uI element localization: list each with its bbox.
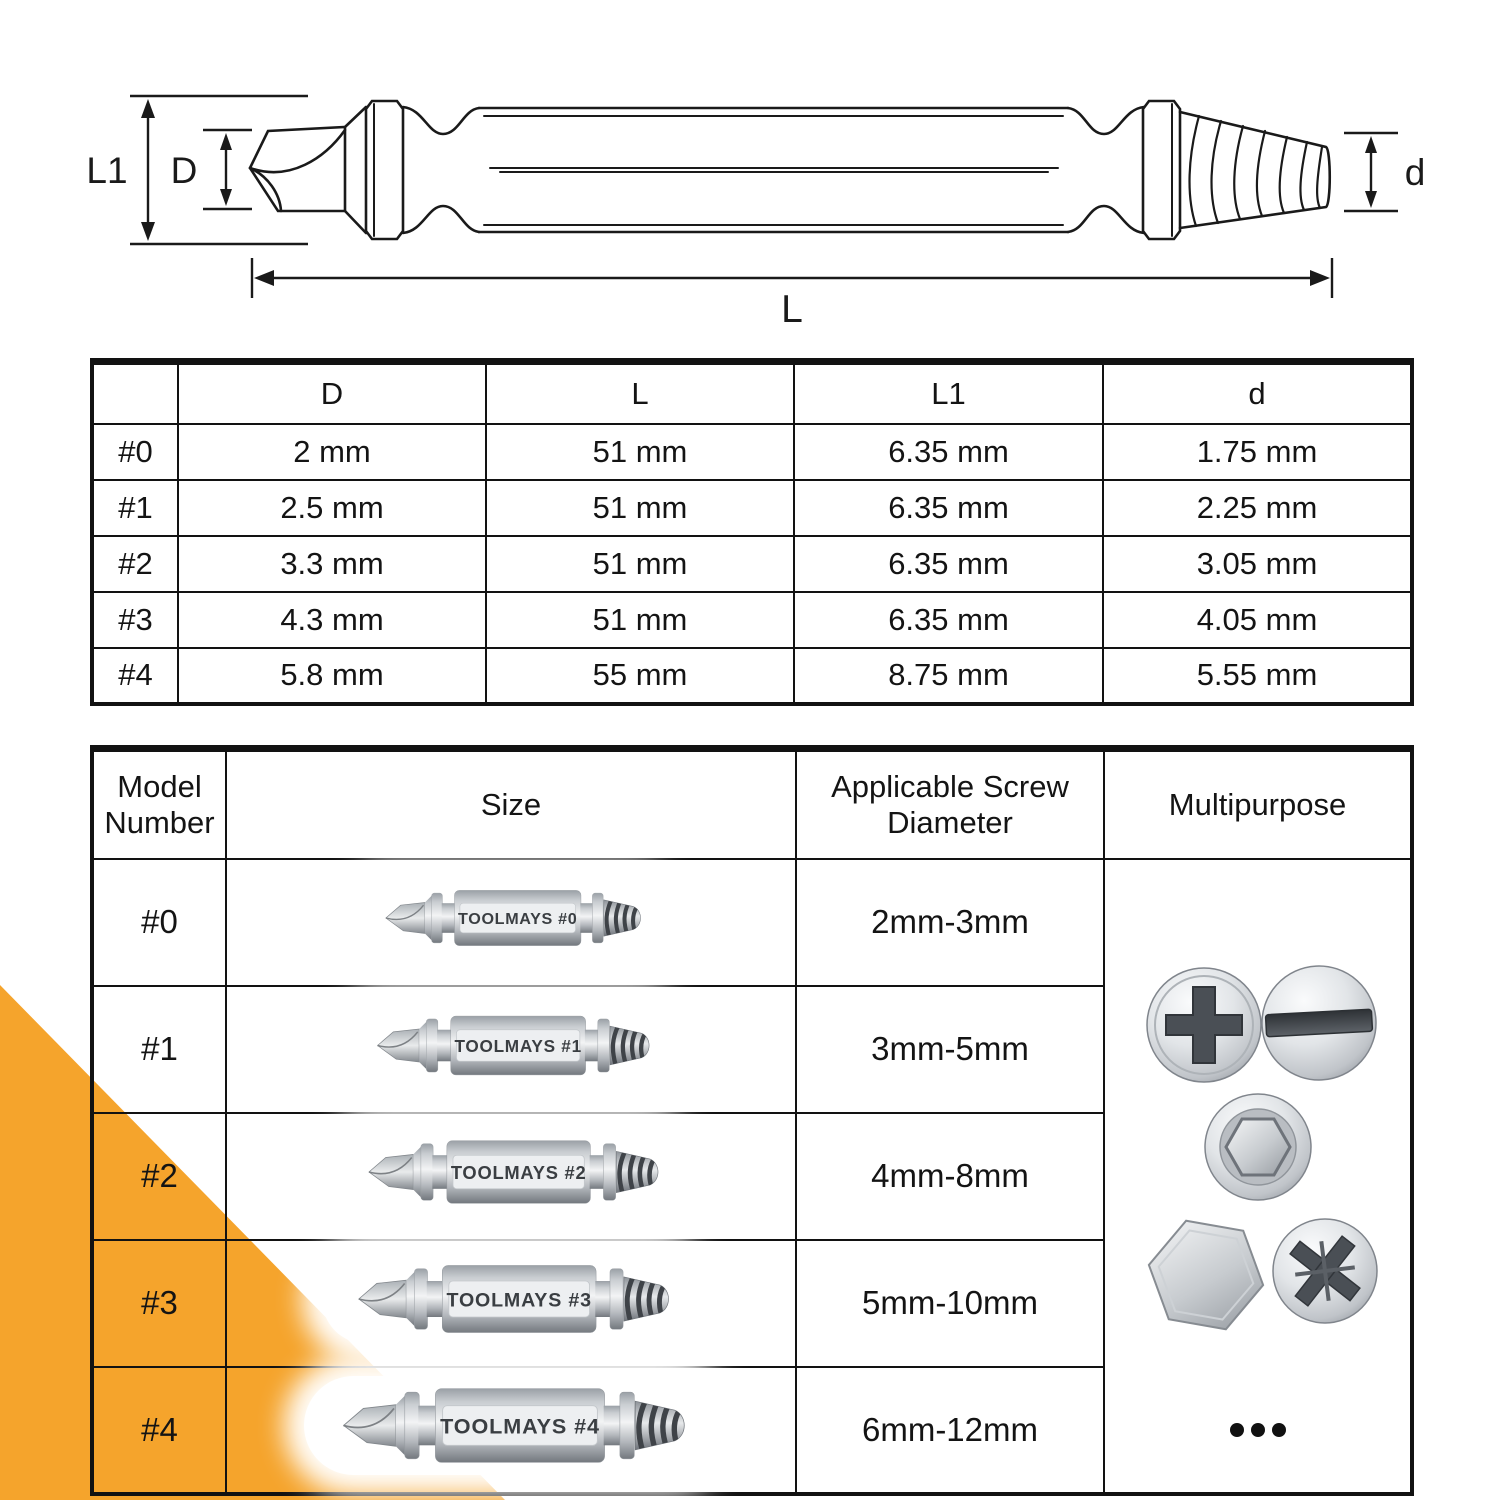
screw-heads-illustration — [1106, 860, 1410, 1495]
hex-bolt-head-icon — [1140, 1215, 1272, 1334]
spec-header-D: D — [178, 362, 486, 424]
model-label: #3 — [92, 592, 178, 648]
shank-edges — [479, 108, 1068, 232]
product-image-cell — [226, 1240, 796, 1367]
table-row — [92, 648, 1412, 704]
value-d: 3.05 mm — [1103, 536, 1412, 592]
screw-diameter-value: 3mm-5mm — [796, 986, 1104, 1113]
extractor-dimension-diagram — [0, 0, 1500, 340]
right-neck-top — [1068, 107, 1144, 134]
label-d: d — [1404, 152, 1426, 193]
value-L1: 8.75 mm — [794, 648, 1103, 704]
value-L1: 6.35 mm — [794, 592, 1103, 648]
value-D: 5.8 mm — [178, 648, 486, 704]
product-image-cell — [226, 1113, 796, 1240]
spec-header-row — [92, 362, 1412, 424]
arrowhead — [1365, 191, 1377, 208]
right-neck-bottom — [1068, 206, 1144, 233]
phillips-head-icon — [1147, 968, 1261, 1082]
header-model-number: Model Number — [92, 749, 226, 859]
tip-flare-lines — [345, 107, 366, 233]
multipurpose-cell — [1104, 859, 1412, 1494]
value-d: 4.05 mm — [1103, 592, 1412, 648]
value-D: 2.5 mm — [178, 480, 486, 536]
extractor-bit-photo — [304, 1376, 718, 1475]
arrowhead — [1365, 136, 1377, 153]
bit-engraving-label: TOOLMAYS #2 — [450, 1161, 587, 1183]
value-L: 51 mm — [486, 592, 794, 648]
bit-engraving-label: TOOLMAYS #0 — [458, 910, 578, 929]
slotted-head-icon — [1259, 963, 1379, 1083]
arrowhead — [141, 99, 155, 118]
left-neck-bottom — [403, 206, 479, 233]
product-image-cell — [226, 986, 796, 1113]
size-header-row — [92, 749, 1412, 859]
model-label: #4 — [92, 648, 178, 704]
arrowhead — [220, 189, 232, 206]
model-label: #4 — [92, 1367, 226, 1494]
model-label: #0 — [92, 424, 178, 480]
product-image-cell — [226, 859, 796, 986]
arrowhead — [141, 222, 155, 241]
dimension-L1 — [130, 96, 308, 244]
spec-header-L1: L1 — [794, 362, 1103, 424]
product-image-cell — [226, 1367, 796, 1494]
model-size-table — [90, 745, 1414, 1496]
extractor-bit-photo — [322, 1254, 700, 1344]
label-L: L — [781, 288, 803, 331]
header-multipurpose: Multipurpose — [1104, 749, 1412, 859]
bit-engraving-label: TOOLMAYS #4 — [440, 1413, 600, 1439]
dimension-spec-table — [90, 358, 1414, 706]
bit-engraving-label: TOOLMAYS #1 — [454, 1035, 582, 1056]
table-row — [92, 536, 1412, 592]
more-types-ellipsis — [1230, 1423, 1286, 1437]
screw-diameter-value: 4mm-8mm — [796, 1113, 1104, 1240]
table-row — [92, 592, 1412, 648]
header-screw-diameter: Applicable Screw Diameter — [796, 749, 1104, 859]
value-L: 51 mm — [486, 480, 794, 536]
dimension-D — [203, 130, 252, 209]
value-L: 51 mm — [486, 536, 794, 592]
spec-header-L: L — [486, 362, 794, 424]
value-d: 1.75 mm — [1103, 424, 1412, 480]
left-neck-top — [403, 107, 479, 134]
label-D: D — [170, 150, 198, 191]
model-label: #3 — [92, 1240, 226, 1367]
value-D: 4.3 mm — [178, 592, 486, 648]
value-L1: 6.35 mm — [794, 536, 1103, 592]
value-L1: 6.35 mm — [794, 424, 1103, 480]
spec-header-d: d — [1103, 362, 1412, 424]
left-collar-ring — [366, 101, 403, 239]
value-L1: 6.35 mm — [794, 480, 1103, 536]
header-size: Size — [226, 749, 796, 859]
label-L1: L1 — [86, 150, 128, 191]
table-row — [92, 424, 1412, 480]
value-D: 2 mm — [178, 424, 486, 480]
extractor-bit-photo — [335, 1130, 687, 1214]
bit-engraving-label: TOOLMAYS #3 — [446, 1289, 592, 1312]
hex-socket-head-icon — [1205, 1094, 1311, 1200]
model-label: #0 — [92, 859, 226, 986]
dimension-d — [1344, 133, 1398, 211]
table-row — [92, 859, 1412, 986]
extractor-bit-photo — [346, 1006, 676, 1085]
spec-header-empty — [92, 362, 178, 424]
value-d: 2.25 mm — [1103, 480, 1412, 536]
value-L: 51 mm — [486, 424, 794, 480]
arrowhead — [254, 270, 274, 286]
arrowhead — [220, 133, 232, 150]
pozidriv-head-icon — [1273, 1219, 1377, 1323]
screw-diameter-value: 5mm-10mm — [796, 1240, 1104, 1367]
extractor-cone-outline — [1180, 112, 1330, 228]
arrowhead — [1310, 270, 1330, 286]
right-collar-ring — [1143, 101, 1180, 239]
value-D: 3.3 mm — [178, 536, 486, 592]
extractor-bit-photo — [356, 881, 666, 955]
value-d: 5.55 mm — [1103, 648, 1412, 704]
shank-facet-lines — [490, 168, 1058, 172]
screw-diameter-value: 2mm-3mm — [796, 859, 1104, 986]
model-label: #2 — [92, 536, 178, 592]
value-L: 55 mm — [486, 648, 794, 704]
model-label: #1 — [92, 986, 226, 1113]
model-label: #1 — [92, 480, 178, 536]
table-row — [92, 480, 1412, 536]
model-label: #2 — [92, 1113, 226, 1240]
screw-diameter-value: 6mm-12mm — [796, 1367, 1104, 1494]
shank-chamfer-lines — [484, 116, 1063, 225]
